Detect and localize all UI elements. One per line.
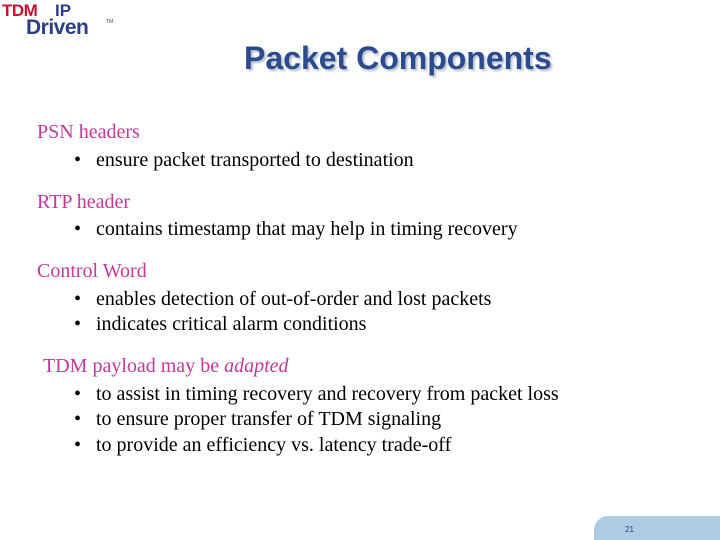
bullet-icon: • bbox=[74, 218, 82, 240]
bullet-icon: • bbox=[74, 383, 82, 405]
page-number: 21 bbox=[625, 525, 634, 534]
page-number-tab bbox=[594, 516, 720, 540]
logo-trademark: TM bbox=[106, 19, 114, 25]
section-heading-tdm-payload bbox=[43, 353, 289, 379]
section-heading-rtp: RTP header bbox=[37, 191, 131, 213]
section-heading-psn: PSN headers bbox=[37, 121, 140, 143]
logo-ip-text: IP bbox=[55, 1, 72, 20]
bullet-icon: • bbox=[74, 149, 82, 171]
bullet-icon: • bbox=[74, 434, 82, 456]
bullet-icon: • bbox=[74, 288, 82, 310]
logo-driven-text: Driven bbox=[26, 16, 89, 39]
bullet-icon: • bbox=[74, 313, 82, 335]
heading-emphasis: adapted bbox=[224, 355, 289, 377]
bullet-icon: • bbox=[74, 408, 82, 430]
heading-text: TDM payload may be bbox=[43, 355, 220, 377]
logo-tdm-text: TDM bbox=[2, 1, 38, 20]
slide-body: PSN headers • ensure packet transported to destination RTP header • contains timestamp that may help in timing recovery Control Word • enables detection of out-of-order and lost packets • indicates critical alarm conditions TDM payload may be adapted • to assist in timing recovery and recovery from packet loss • to ensure proper transfer of TDM signaling • to provide an efficiency vs. latency trade-off bbox=[37, 121, 559, 456]
slide-title: Packet Components bbox=[244, 40, 552, 76]
section-heading-control-word: Control Word bbox=[37, 260, 147, 282]
